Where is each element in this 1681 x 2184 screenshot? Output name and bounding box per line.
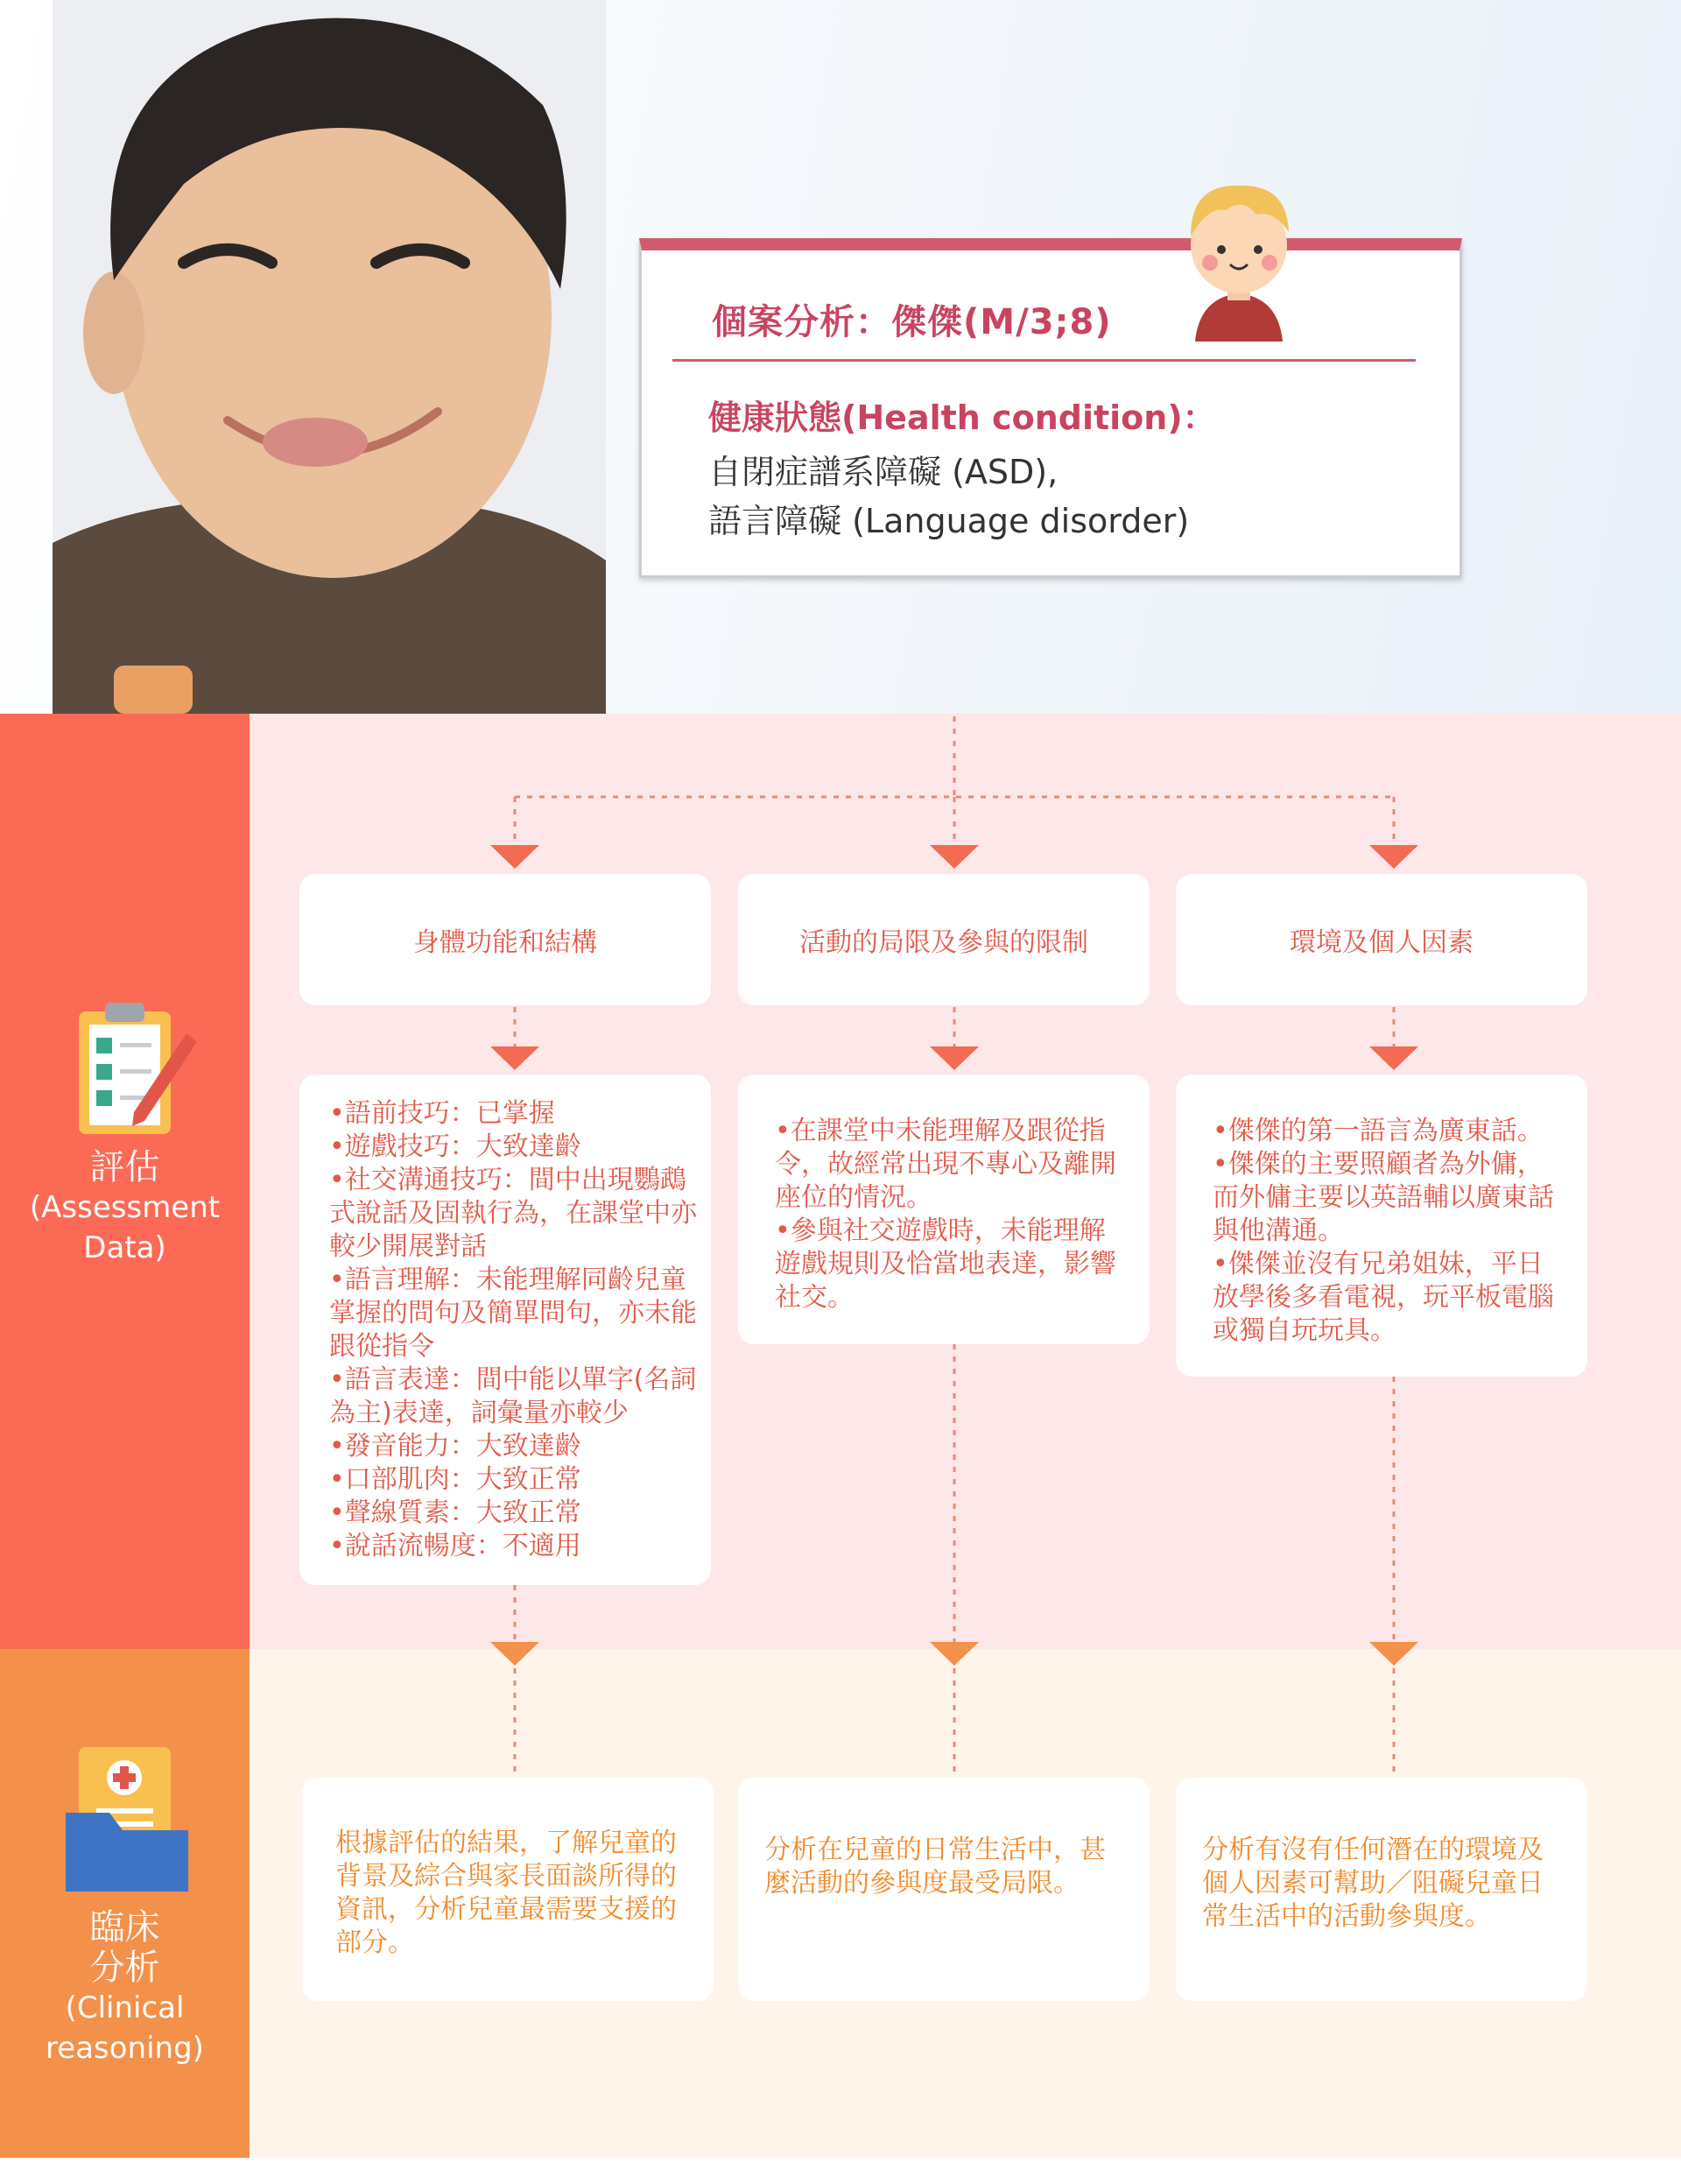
assessment-title: 評估 <box>89 1147 160 1187</box>
header-activity-participation-text: 活動的局限及參與的限制 <box>799 927 1088 958</box>
clinical-col-3 <box>1176 1778 1587 2001</box>
clinical-title-1: 臨床 <box>89 1907 160 1948</box>
assessment-subtitle-1: (Assessment <box>29 1190 221 1225</box>
case-title: 個案分析：傑傑(M/3;8) <box>712 302 1112 342</box>
medical-folder-icon <box>66 1747 188 1896</box>
clinical-label <box>0 1907 250 2068</box>
clinical-col-2-text: 分析在兒童的日常生活中，甚麼活動的參與度最受局限。 <box>764 1835 1106 1899</box>
diagnosis-line-2: 語言障礙 (Language disorder) <box>708 502 1190 540</box>
clinical-sidebar <box>0 1649 250 2158</box>
header-body-function-text: 身體功能和結構 <box>413 927 597 958</box>
child-photo <box>53 0 606 714</box>
case-card <box>639 238 1462 578</box>
assessment-col-2 <box>738 1074 1150 1344</box>
clinical-subtitle-1: (Clinical <box>65 1990 185 2025</box>
clinical-col-1-text: 根據評估的結果，了解兒童的背景及綜合與家長面談所得的資訊，分析兒童最需要支援的部分。 <box>335 1828 677 1958</box>
card-divider <box>672 359 1416 362</box>
clinical-col-3-text: 分析有沒有任何潛在的環境及個人因素可幫助／阻礙兒童日常生活中的活動參與度。 <box>1202 1835 1544 1932</box>
clinical-col-1 <box>302 1778 714 2001</box>
assessment-label <box>0 1147 250 1268</box>
header-activity-participation <box>738 874 1150 1005</box>
assessment-col-2-text: •在課堂中未能理解及跟從指令，故經常出現不專心及離開座位的情況。 •參與社交遊戲時，未能理解遊戲規則及恰當地表達，影響社交。 <box>775 1116 1116 1313</box>
clinical-title-2: 分析 <box>89 1948 160 1988</box>
assessment-col-1-text: •語前技巧：已掌握 •遊戲技巧：大致達齡 •社交溝通技巧：間中出現鸚鵡式說話及固執行為，在課堂中亦較少開展對話 •語言理解：未能理解同齡兒童掌握的問句及簡單問句，亦未能跟從指令 •語言表達：間中能以單字(名詞為主)表達，詞彙量亦較少 •發音能力：大致達齡 •口部肌肉：大致正常 •聲線質素：大致正常 •說話流暢度：不適用 <box>329 1098 697 1561</box>
diagnosis-line-1: 自閉症譜系障礙 (ASD), <box>708 453 1059 491</box>
health-condition-label: 健康狀態(Health condition)： <box>708 398 1216 437</box>
clinical-col-2 <box>738 1778 1150 2001</box>
assessment-col-1 <box>299 1074 711 1585</box>
header-body-function <box>299 874 711 1005</box>
clinical-subtitle-2: reasoning) <box>46 2031 204 2066</box>
cartoon-boy-icon <box>1173 166 1305 342</box>
header-environment-personal <box>1176 874 1587 1005</box>
clipboard-icon <box>74 998 197 1138</box>
assessment-col-3-text: •傑傑的第一語言為廣東話。 •傑傑的主要照顧者為外傭，而外傭主要以英語輔以廣東話與他溝通。 •傑傑並沒有兄弟姐妹，平日放學後多看電視，玩平板電腦或獨自玩玩具。 <box>1213 1116 1554 1346</box>
assessment-col-3 <box>1176 1074 1587 1377</box>
header-environment-personal-text: 環境及個人因素 <box>1290 927 1474 958</box>
assessment-subtitle-2: Data) <box>83 1230 166 1265</box>
